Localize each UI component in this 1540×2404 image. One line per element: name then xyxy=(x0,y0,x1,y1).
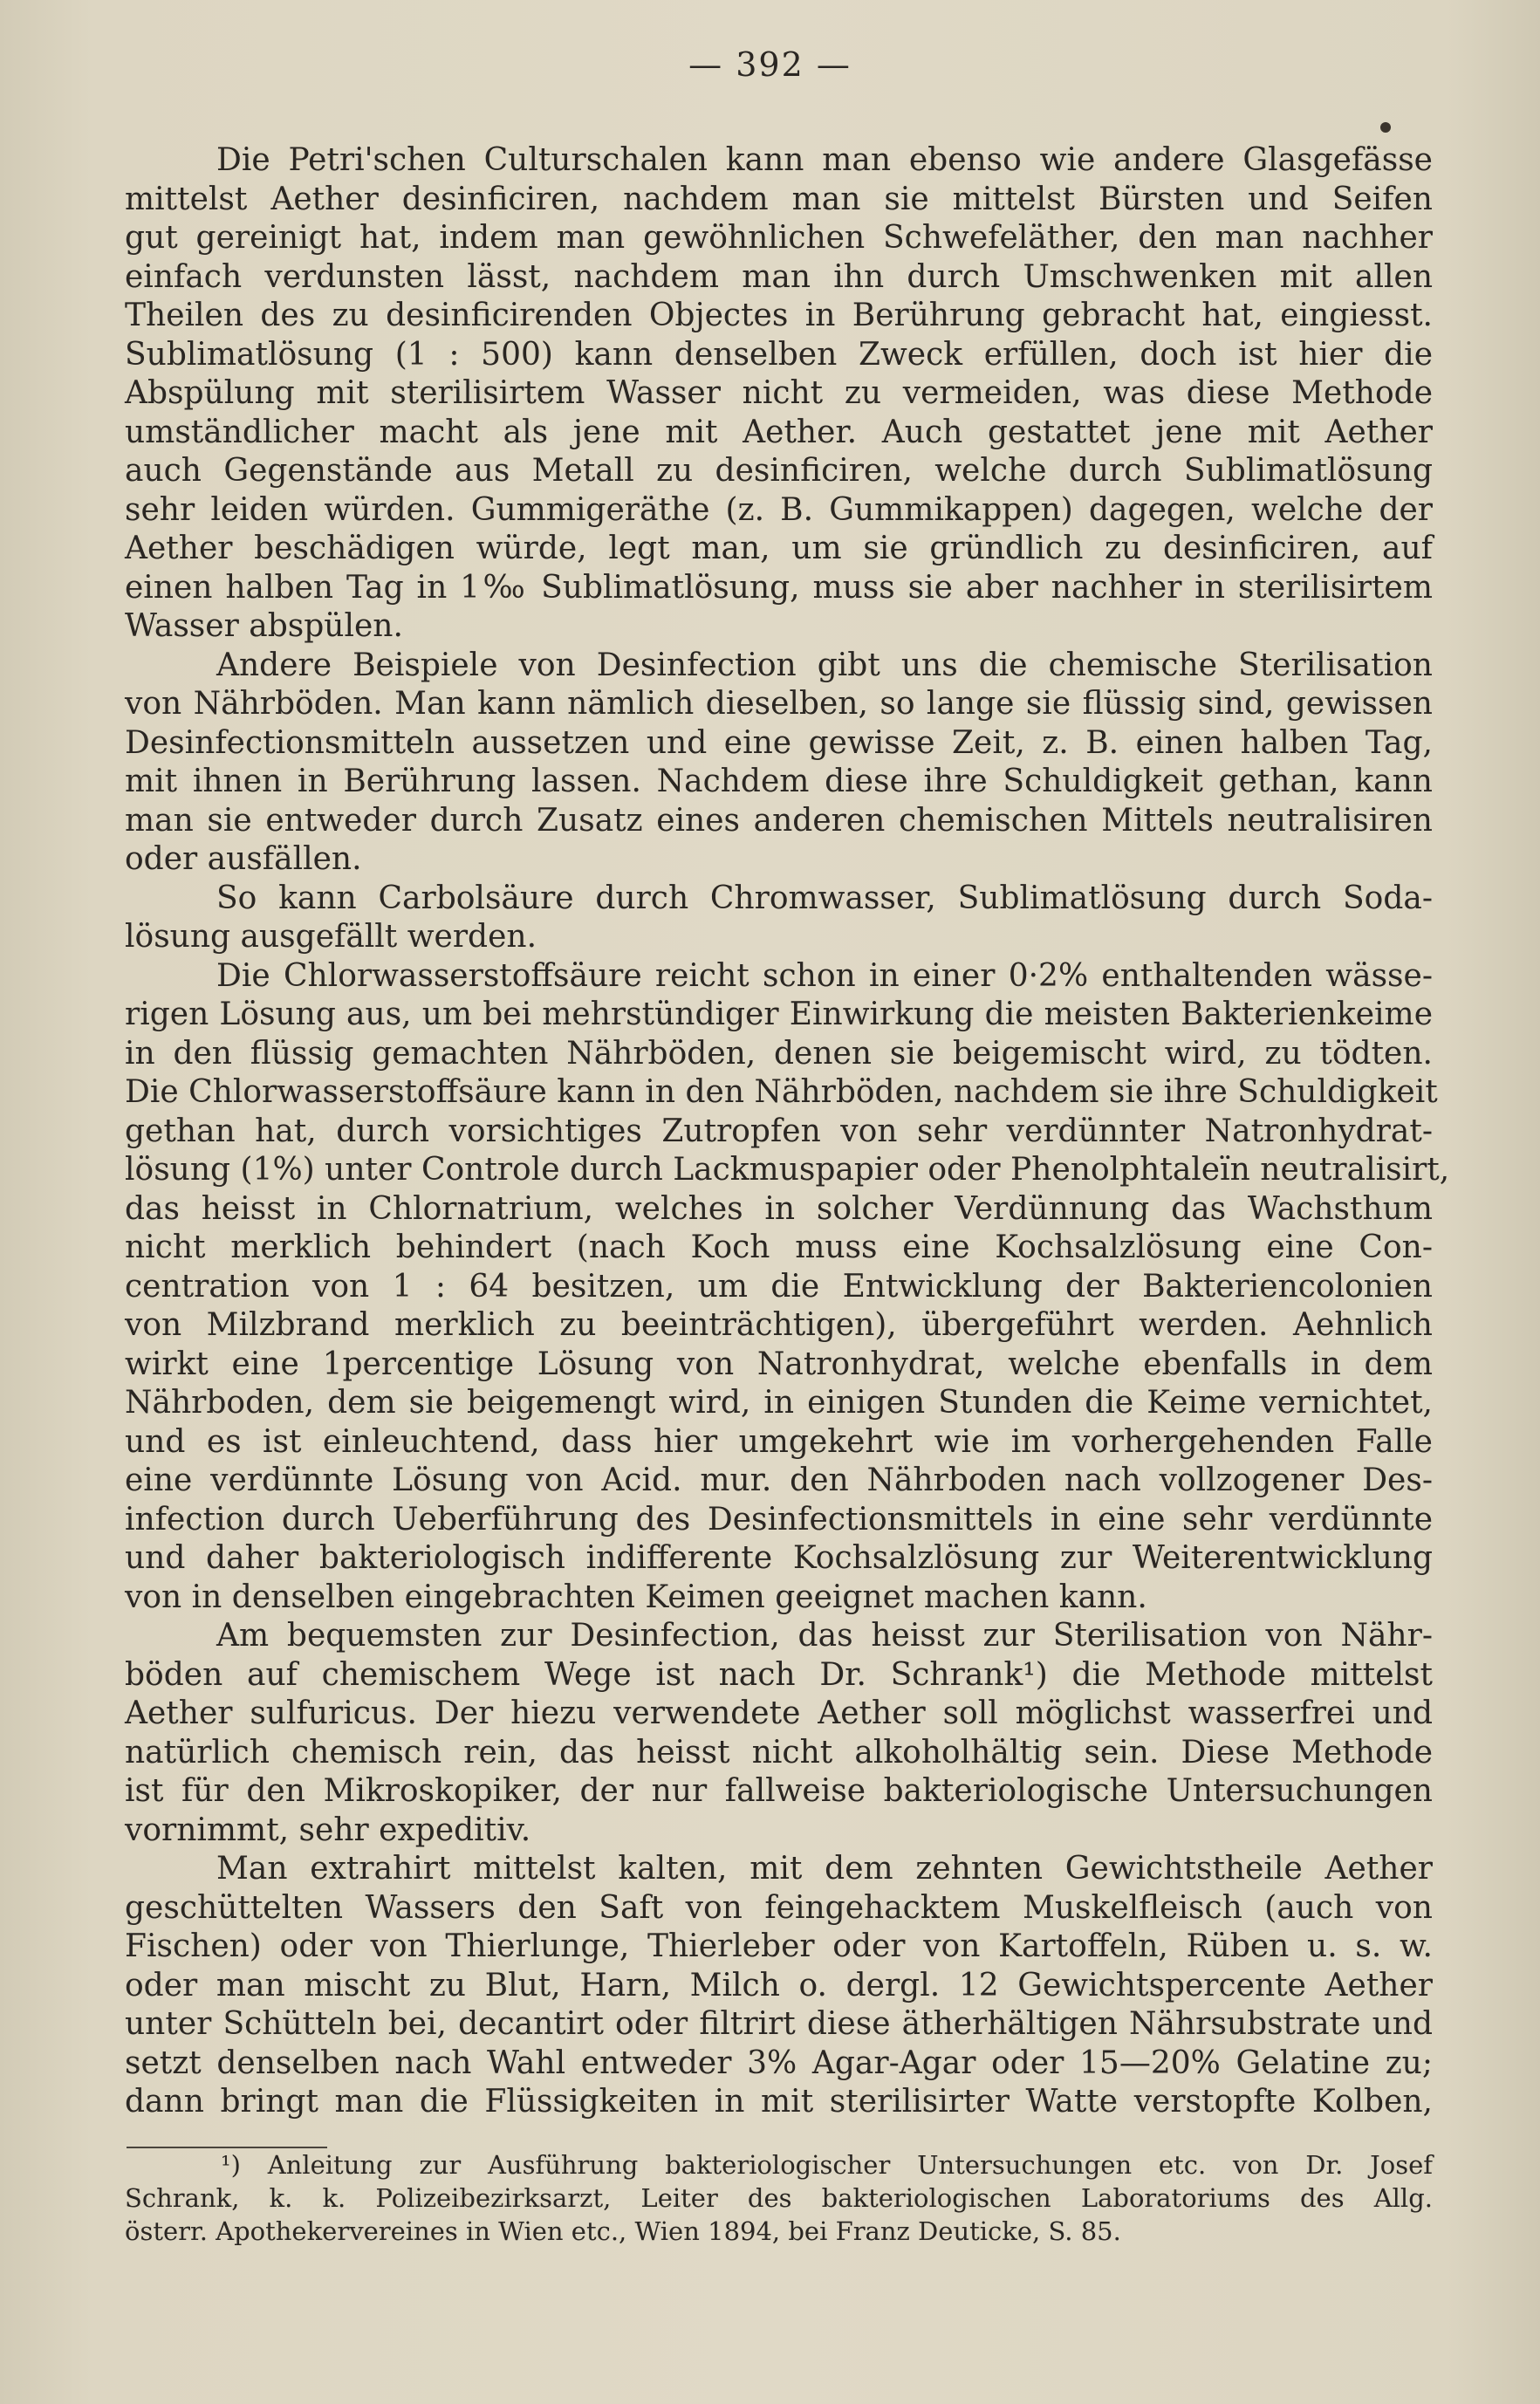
text-line: gethan hat, durch vorsichtiges Zutropfen von sehr verdünnter Natronhydrat- xyxy=(125,1113,1433,1149)
text-line: Man extrahirt mittelst kalten, mit dem zehnten Gewichtstheile Aether xyxy=(216,1851,1433,1887)
text-line: von Nährböden. Man kann nämlich dieselben, so lange sie flüssig sind, gewissen xyxy=(125,686,1433,722)
text-line: mit ihnen in Berührung lassen. Nachdem diese ihre Schuldigkeit gethan, kann xyxy=(125,764,1433,799)
text-line: das heisst in Chlornatrium, welches in solcher Verdünnung das Wachsthum xyxy=(125,1190,1433,1227)
text-line: infection durch Ueberführung des Desinfectionsmittels in eine sehr verdünnte xyxy=(125,1501,1433,1538)
text-line: Aether sulfuricus. Der hiezu verwendete Aether soll möglichst wasserfrei und xyxy=(125,1695,1433,1731)
text-line: Aether beschädigen würde, legt man, um sie gründlich zu desinficiren, auf xyxy=(125,531,1433,566)
text-line: und es ist einleuchtend, dass hier umgekehrt wie im vorhergehenden Falle xyxy=(125,1423,1433,1460)
footnote xyxy=(125,2148,1433,2248)
text-line: nicht merklich behindert (nach Koch muss eine Kochsalzlösung eine Con- xyxy=(125,1229,1433,1265)
text-line: Wasser abspülen. xyxy=(125,608,403,644)
text-line: Nährboden, dem sie beigemengt wird, in einigen Stunden die Keime vernichtet, xyxy=(125,1385,1433,1421)
page-number: — 392 — xyxy=(688,45,852,84)
text-line: sehr leiden würden. Gummigeräthe (z. B. Gummikappen) dagegen, welche der xyxy=(125,491,1433,528)
text-line: Die Petri'schen Culturschalen kann man ebenso wie andere Glasgefässe xyxy=(216,142,1433,178)
text-line: umständlicher macht als jene mit Aether. Auch gestattet jene mit Aether xyxy=(125,414,1433,450)
text-line: eine verdünnte Lösung von Acid. mur. den Nährboden nach vollzogener Des- xyxy=(125,1462,1433,1498)
text-line: in den flüssig gemachten Nährböden, denen sie beigemischt wird, zu tödten. xyxy=(125,1035,1433,1072)
text-line: von Milzbrand merklich zu beeinträchtigen), übergeführt werden. Aehnlich xyxy=(125,1307,1433,1343)
text-line: oder ausfällen. xyxy=(125,841,362,877)
text-line: lösung (1%) unter Controle durch Lackmuspapier oder Phenolphtaleïn neutralisirt, xyxy=(125,1152,1450,1188)
text-line: einen halben Tag in 1‰ Sublimatlösung, muss sie aber nachher in sterilisirtem xyxy=(125,569,1433,606)
text-line: Sublimatlösung (1 : 500) kann denselben Zweck erfüllen, doch ist hier die xyxy=(125,336,1433,373)
ink-speck xyxy=(1380,122,1391,133)
text-line: von in denselben eingebrachten Keimen geeignet machen kann. xyxy=(125,1579,1147,1615)
text-line: Die Chlorwasserstoffsäure kann in den Nährböden, nachdem sie ihre Schuldigkeit xyxy=(125,1074,1438,1110)
text-line: Desinfectionsmitteln aussetzen und eine gewisse Zeit, z. B. einen halben Tag, xyxy=(125,724,1433,761)
text-line: rigen Lösung aus, um bei mehrstündiger Einwirkung die meisten Bakterienkeime xyxy=(125,997,1433,1032)
text-line: Am bequemsten zur Desinfection, das heisst zur Sterilisation von Nähr- xyxy=(216,1618,1433,1654)
text-line: unter Schütteln bei, decantirt oder filtrirt diese ätherhältigen Nährsubstrate und xyxy=(125,2006,1433,2042)
text-line: Fischen) oder von Thierlunge, Thierleber oder von Kartoffeln, Rüben u. s. w. xyxy=(125,1928,1433,1964)
text-line: So kann Carbolsäure durch Chromwasser, Sublimatlösung durch Soda- xyxy=(216,880,1433,916)
text-line: Abspülung mit sterilisirtem Wasser nicht zu vermeiden, was diese Methode xyxy=(125,375,1433,411)
text-line: einfach verdunsten lässt, nachdem man ihn durch Umschwenken mit allen xyxy=(125,258,1433,295)
text-line: ist für den Mikroskopiker, der nur fallweise bakteriologische Untersuchungen xyxy=(125,1773,1433,1809)
footnote-line: Schrank, k. k. Polizeibezirksarzt, Leiter des bakteriologischen Laboratoriums des Allg. xyxy=(125,2183,1433,2213)
footnote-line: ¹) Anleitung zur Ausführung bakteriologischer Untersuchungen etc. von Dr. Josef xyxy=(221,2150,1433,2180)
text-line: gut gereinigt hat, indem man gewöhnlichen Schwefeläther, den man nachher xyxy=(125,220,1433,256)
text-line: und daher bakteriologisch indifferente Kochsalzlösung zur Weiterentwicklung xyxy=(125,1540,1433,1576)
text-line: Andere Beispiele von Desinfection gibt uns die chemische Sterilisation xyxy=(216,647,1433,683)
body-text xyxy=(125,141,1450,2122)
text-line: auch Gegenstände aus Metall zu desinficiren, welche durch Sublimatlösung xyxy=(125,453,1433,489)
text-line: wirkt eine 1percentige Lösung von Natronhydrat, welche ebenfalls in dem xyxy=(125,1346,1433,1382)
text-line: böden auf chemischem Wege ist nach Dr. Schrank¹) die Methode mittelst xyxy=(125,1656,1433,1693)
text-line: man sie entweder durch Zusatz eines anderen chemischen Mittels neutralisiren xyxy=(125,802,1433,839)
text-line: mittelst Aether desinficiren, nachdem man sie mittelst Bürsten und Seifen xyxy=(125,181,1433,217)
text-line: geschüttelten Wassers den Saft von feingehacktem Muskelfleisch (auch von xyxy=(125,1889,1433,1926)
text-line: setzt denselben nach Wahl entweder 3% Agar-Agar oder 15—20% Gelatine zu; xyxy=(125,2044,1433,2081)
footnote-line: österr. Apothekervereines in Wien etc., Wien 1894, bei Franz Deuticke, S. 85. xyxy=(125,2216,1121,2246)
text-line: oder man mischt zu Blut, Harn, Milch o. dergl. 12 Gewichtspercente Aether xyxy=(125,1967,1433,2003)
text-line: natürlich chemisch rein, das heisst nicht alkoholhältig sein. Diese Methode xyxy=(125,1734,1433,1770)
text-line: centration von 1 : 64 besitzen, um die Entwicklung der Bakteriencolonien xyxy=(125,1268,1433,1305)
text-line: Theilen des zu desinficirenden Objectes in Berührung gebracht hat, eingiesst. xyxy=(125,298,1433,333)
text-line: dann bringt man die Flüssigkeiten in mit sterilisirter Watte verstopfte Kolben, xyxy=(125,2084,1433,2120)
text-line: Die Chlorwasserstoffsäure reicht schon in einer 0·2% enthaltenden wässe- xyxy=(216,957,1433,994)
text-line: vornimmt, sehr expeditiv. xyxy=(125,1812,531,1848)
text-line: lösung ausgefällt werden. xyxy=(125,919,537,955)
